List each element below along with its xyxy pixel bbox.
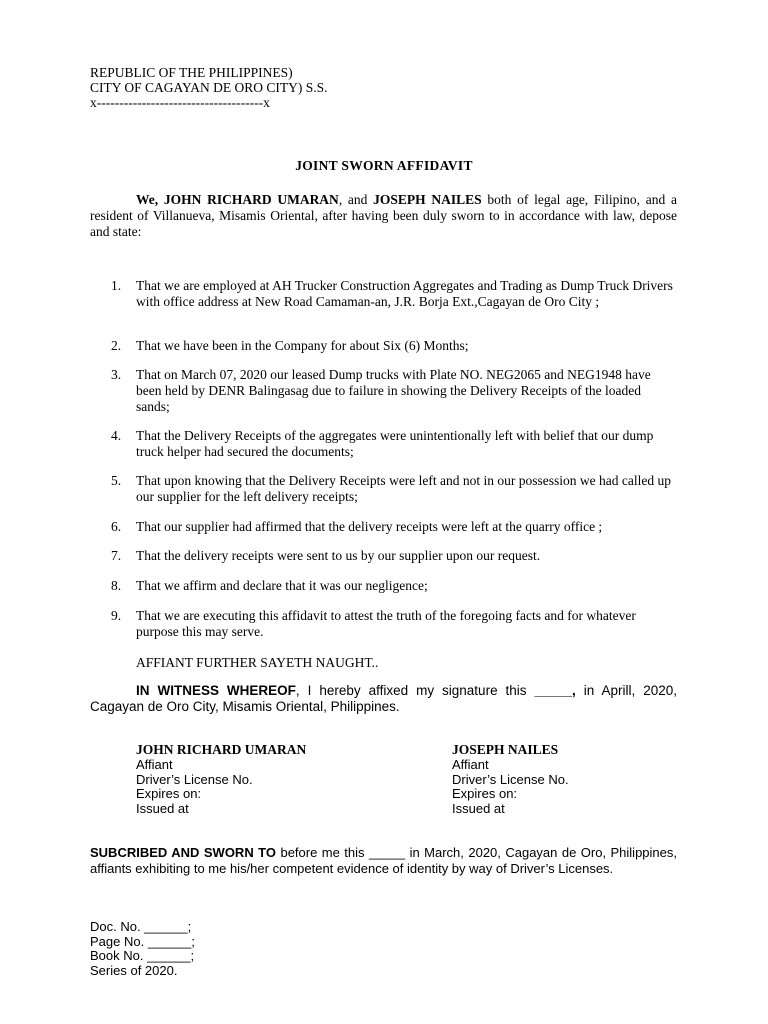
jurat-paragraph	[90, 845, 677, 876]
affiant-further: AFFIANT FURTHER SAYETH NAUGHT..	[136, 655, 379, 670]
signatory-issued: Issued at	[452, 800, 505, 816]
doc-no: Doc. No. ______;	[90, 919, 192, 934]
item-number: 5.	[111, 473, 122, 488]
item-number: 7.	[111, 548, 122, 563]
signatory-name: JOSEPH NAILES	[452, 742, 559, 757]
book-no: Book No. ______;	[90, 948, 195, 963]
item-number: 9.	[111, 608, 122, 623]
intro-mid: , and	[338, 192, 374, 207]
list-item: That we are executing this affidavit to attest the truth of the foregoing facts and for whatever purpose this may serve.	[136, 608, 636, 639]
list-item: That upon knowing that the Delivery Receipts were left and not in our possession we had called up our supplier for the left delivery receipts;	[136, 473, 671, 504]
signatory-license: Driver’s License No.	[136, 771, 253, 787]
affiant-name-2: JOSEPH NAILES	[373, 192, 482, 207]
list-item: That on March 07, 2020 our leased Dump trucks with Plate NO. NEG2065 and NEG1948 have been held by DENR Balingasag due to failure in showing the Delivery Receipts of the loaded sands;	[136, 367, 651, 414]
witness-blank: _____,	[534, 683, 576, 698]
affiant-name-1: JOHN RICHARD UMARAN	[163, 192, 339, 207]
list-item: That the Delivery Receipts of the aggregates were unintentionally left with belief that our dump truck helper had secured the documents;	[136, 428, 654, 459]
witness-text: , I hereby affixed my signature this	[295, 683, 535, 698]
item-number: 8.	[111, 578, 122, 593]
signatory-block-1	[136, 742, 306, 816]
witness-paragraph	[90, 683, 677, 715]
signatory-issued: Issued at	[136, 800, 189, 816]
document-title: JOINT SWORN AFFIDAVIT	[295, 158, 473, 173]
list-item: That the delivery receipts were sent to us by our supplier upon our request.	[136, 548, 541, 563]
header-separator: x-------------------------------------x	[90, 95, 270, 110]
list-item: That our supplier had affirmed that the delivery receipts were left at the quarry office ;	[136, 519, 603, 534]
notarial-register	[90, 920, 195, 978]
jurat-bold: SUBCRIBED AND SWORN TO	[90, 845, 276, 860]
signatory-expires: Expires on:	[452, 786, 518, 801]
signatory-role: Affiant	[136, 757, 173, 772]
witness-rest: in Aprill, 2020, Cagayan de Oro City, Misamis Oriental, Philippines.	[90, 683, 677, 714]
series: Series of 2020.	[90, 962, 178, 978]
page-no: Page No. ______;	[90, 933, 195, 949]
signatory-name: JOHN RICHARD UMARAN	[136, 742, 307, 757]
item-number: 4.	[111, 428, 122, 443]
signatory-role: Affiant	[452, 757, 489, 772]
witness-bold: IN WITNESS WHEREOF	[136, 683, 296, 698]
signatory-block-2	[452, 742, 569, 816]
list-item: That we affirm and declare that it was our negligence;	[136, 578, 428, 593]
signatory-license: Driver’s License No.	[452, 771, 569, 787]
item-number: 6.	[111, 519, 122, 534]
header-city: CITY OF CAGAYAN DE ORO CITY) S.S.	[90, 80, 328, 95]
intro-lead: We,	[136, 192, 164, 207]
list-item: That we have been in the Company for about Six (6) Months;	[136, 338, 469, 353]
header-republic: REPUBLIC OF THE PHILIPPINES)	[90, 65, 293, 80]
list-item: That we are employed at AH Trucker Construction Aggregates and Trading as Dump Truck Drivers with office address at New Road Camaman-an, J.R. Borja Ext.,Cagayan de Oro City ;	[136, 278, 673, 309]
signatory-expires: Expires on:	[136, 786, 202, 801]
item-number: 1.	[111, 278, 122, 293]
jurat-text: before me this _____ in March, 2020, Cagayan de Oro, Philippines, affiants exhibiting to me his/her competent evidence of identity by way of Driver’s Licenses.	[90, 845, 677, 876]
item-number: 3.	[111, 367, 122, 382]
item-number: 2.	[111, 338, 122, 353]
intro-paragraph	[90, 192, 677, 240]
intro-rest: both of legal age, Filipino, and a resident of Villanueva, Misamis Oriental, after having been duly sworn to in accordance with law, depose and state:	[90, 192, 677, 239]
